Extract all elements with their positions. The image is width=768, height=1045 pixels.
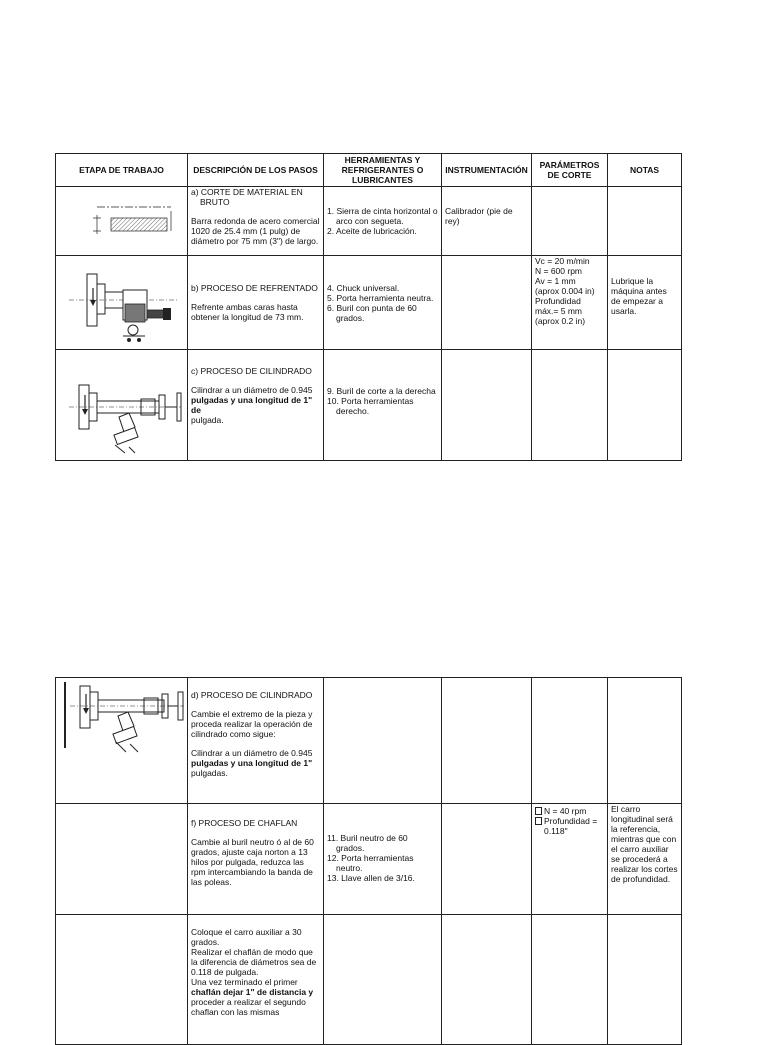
header-notas: NOTAS	[608, 154, 682, 187]
param-item: (aprox 0.004 in)	[535, 286, 595, 296]
turning-lathe-drawing	[59, 355, 184, 455]
tool-item: 4. Chuck universal.	[327, 282, 400, 293]
param-item: (aprox 0.2 in)	[535, 316, 586, 326]
params-cell	[532, 804, 608, 915]
stage-image-cell	[56, 187, 188, 256]
step-title: f) PROCESO DE CHAFLAN	[191, 818, 298, 828]
params-cell	[532, 350, 608, 461]
header-parametros: PARÁMETROS DE CORTE	[532, 154, 608, 187]
table-row	[56, 256, 682, 350]
param-item: máx.= 5 mm	[535, 306, 582, 316]
stage-image-cell	[56, 350, 188, 461]
step-description: Coloque el carro auxiliar a 30 grados.	[191, 927, 302, 947]
param-item: Vc = 20 m/min	[535, 256, 590, 266]
description-cell	[188, 256, 324, 350]
params-cell	[532, 915, 608, 1045]
process-table-1	[55, 153, 682, 461]
params-cell	[532, 256, 608, 350]
step-title: c) PROCESO DE CILINDRADO	[191, 366, 312, 376]
step-title: b) PROCESO DE REFRENTADO	[191, 283, 318, 293]
step-description: Cambie el extremo de la pieza y proceda realizar la operación de cilindrado como sigue:	[191, 709, 313, 739]
tool-item: 10. Porta herramientas derecho.	[327, 395, 414, 416]
tool-item: 12. Porta herramientas neutro.	[327, 852, 414, 873]
tool-item: 11. Buril neutro de 60 grados.	[327, 832, 408, 853]
tool-item: 9. Buril de corte a la derecha	[327, 385, 436, 396]
step-description: Cilindrar a un diámetro de 0.945	[191, 385, 313, 395]
step-description: Una vez terminado el primer	[191, 977, 298, 987]
description-cell	[188, 804, 324, 915]
instrument-cell	[442, 350, 532, 461]
notes-cell	[608, 187, 682, 256]
tool-item: 6. Buril con punta de 60 grados.	[327, 302, 417, 323]
tools-cell	[324, 804, 442, 915]
step-description: pulgada.	[191, 415, 224, 425]
param-item: Profundidad	[535, 296, 581, 306]
bar-stock-drawing	[59, 201, 184, 241]
notes-cell	[608, 350, 682, 461]
header-herramientas: HERRAMIENTAS Y REFRIGERANTES O LUBRICANTES	[324, 154, 442, 187]
tools-cell	[324, 350, 442, 461]
table-row	[56, 350, 682, 461]
stage-image-cell	[56, 678, 188, 804]
step-description-bold: pulgadas y una longitud de 1" de	[191, 395, 313, 415]
tool-item: 2. Aceite de lubricación.	[327, 226, 417, 236]
instrument-cell	[442, 678, 532, 804]
instrument-cell: Calibrador (pie de rey)	[442, 187, 532, 256]
notes-cell	[608, 915, 682, 1045]
step-description: proceder a realizar el segundo chaflan con las mismas	[191, 997, 306, 1017]
step-description: Cambie al buril neutro ó al de 60 grados, ajuste caja norton a 13 hilos por pulgada, reduzca las rpm intercambiando la banda de las poleas.	[191, 837, 314, 887]
step-description: pulgadas.	[191, 768, 228, 778]
stage-image-cell	[56, 256, 188, 350]
tools-cell	[324, 187, 442, 256]
table-row	[56, 804, 682, 915]
instrument-cell	[442, 804, 532, 915]
step-description-bold: chaflán dejar 1" de distancia y	[191, 987, 314, 997]
bullet-box-icon	[535, 817, 542, 825]
tool-item: 1. Sierra de cinta horizontal o arco con segueta.	[327, 206, 438, 226]
facing-lathe-drawing	[59, 260, 184, 346]
description-cell	[188, 350, 324, 461]
description-cell	[188, 678, 324, 804]
tools-cell	[324, 256, 442, 350]
param-item: Av = 1 mm	[535, 276, 576, 286]
param-item	[535, 816, 604, 836]
params-cell	[532, 678, 608, 804]
table-row	[56, 187, 682, 256]
step-description: Cilindrar a un diámetro de 0.945	[191, 748, 313, 758]
step-title: d) PROCESO DE CILINDRADO	[191, 690, 313, 700]
tool-item: 13. Llave allen de 3/16.	[327, 872, 415, 883]
step-description: Realizar el chaflán de modo que la diferencia de diámetros sea de 0.118 de pulgada.	[191, 947, 317, 977]
header-descripcion: DESCRIPCIÓN DE LOS PASOS	[188, 154, 324, 187]
header-etapa: ETAPA DE TRABAJO	[56, 154, 188, 187]
step-description-bold: diámetro por 75 mm (3") de largo.	[191, 236, 319, 246]
notes-cell: El carro longitudinal será la referencia, mientras que con el carro auxiliar se procederá a realizar los cortes de profundidad.	[608, 804, 682, 915]
step-description-bold: pulgadas y una longitud de 1"	[191, 758, 313, 768]
param-text: Profundidad = 0.118"	[544, 816, 598, 836]
tools-cell	[324, 915, 442, 1045]
table-row	[56, 678, 682, 804]
turning-lathe-drawing	[56, 678, 187, 754]
step-description: Refrente ambas caras hasta obtener la longitud de 73 mm.	[191, 302, 304, 322]
tools-cell	[324, 678, 442, 804]
process-table-2	[55, 677, 682, 1045]
header-row	[56, 154, 682, 187]
bullet-box-icon	[535, 807, 542, 815]
param-item	[535, 806, 604, 816]
tool-item: 5. Porta herramienta neutra.	[327, 292, 434, 303]
table-row	[56, 915, 682, 1045]
params-cell	[532, 187, 608, 256]
param-text: N = 40 rpm	[544, 806, 587, 816]
description-cell	[188, 915, 324, 1045]
instrument-cell	[442, 256, 532, 350]
instrument-cell	[442, 915, 532, 1045]
param-item: N = 600 rpm	[535, 266, 583, 276]
stage-image-cell	[56, 804, 188, 915]
description-cell	[188, 187, 324, 256]
notes-cell: Lubrique la máquina antes de empezar a usarla.	[608, 256, 682, 350]
step-description: Barra redonda de acero comercial 1020 de 25.4 mm (1 pulg) de	[191, 216, 320, 236]
step-title: a) CORTE DE MATERIAL EN BRUTO	[191, 187, 303, 207]
notes-cell	[608, 678, 682, 804]
header-instrumentacion: INSTRUMENTACIÓN	[442, 154, 532, 187]
stage-image-cell	[56, 915, 188, 1045]
